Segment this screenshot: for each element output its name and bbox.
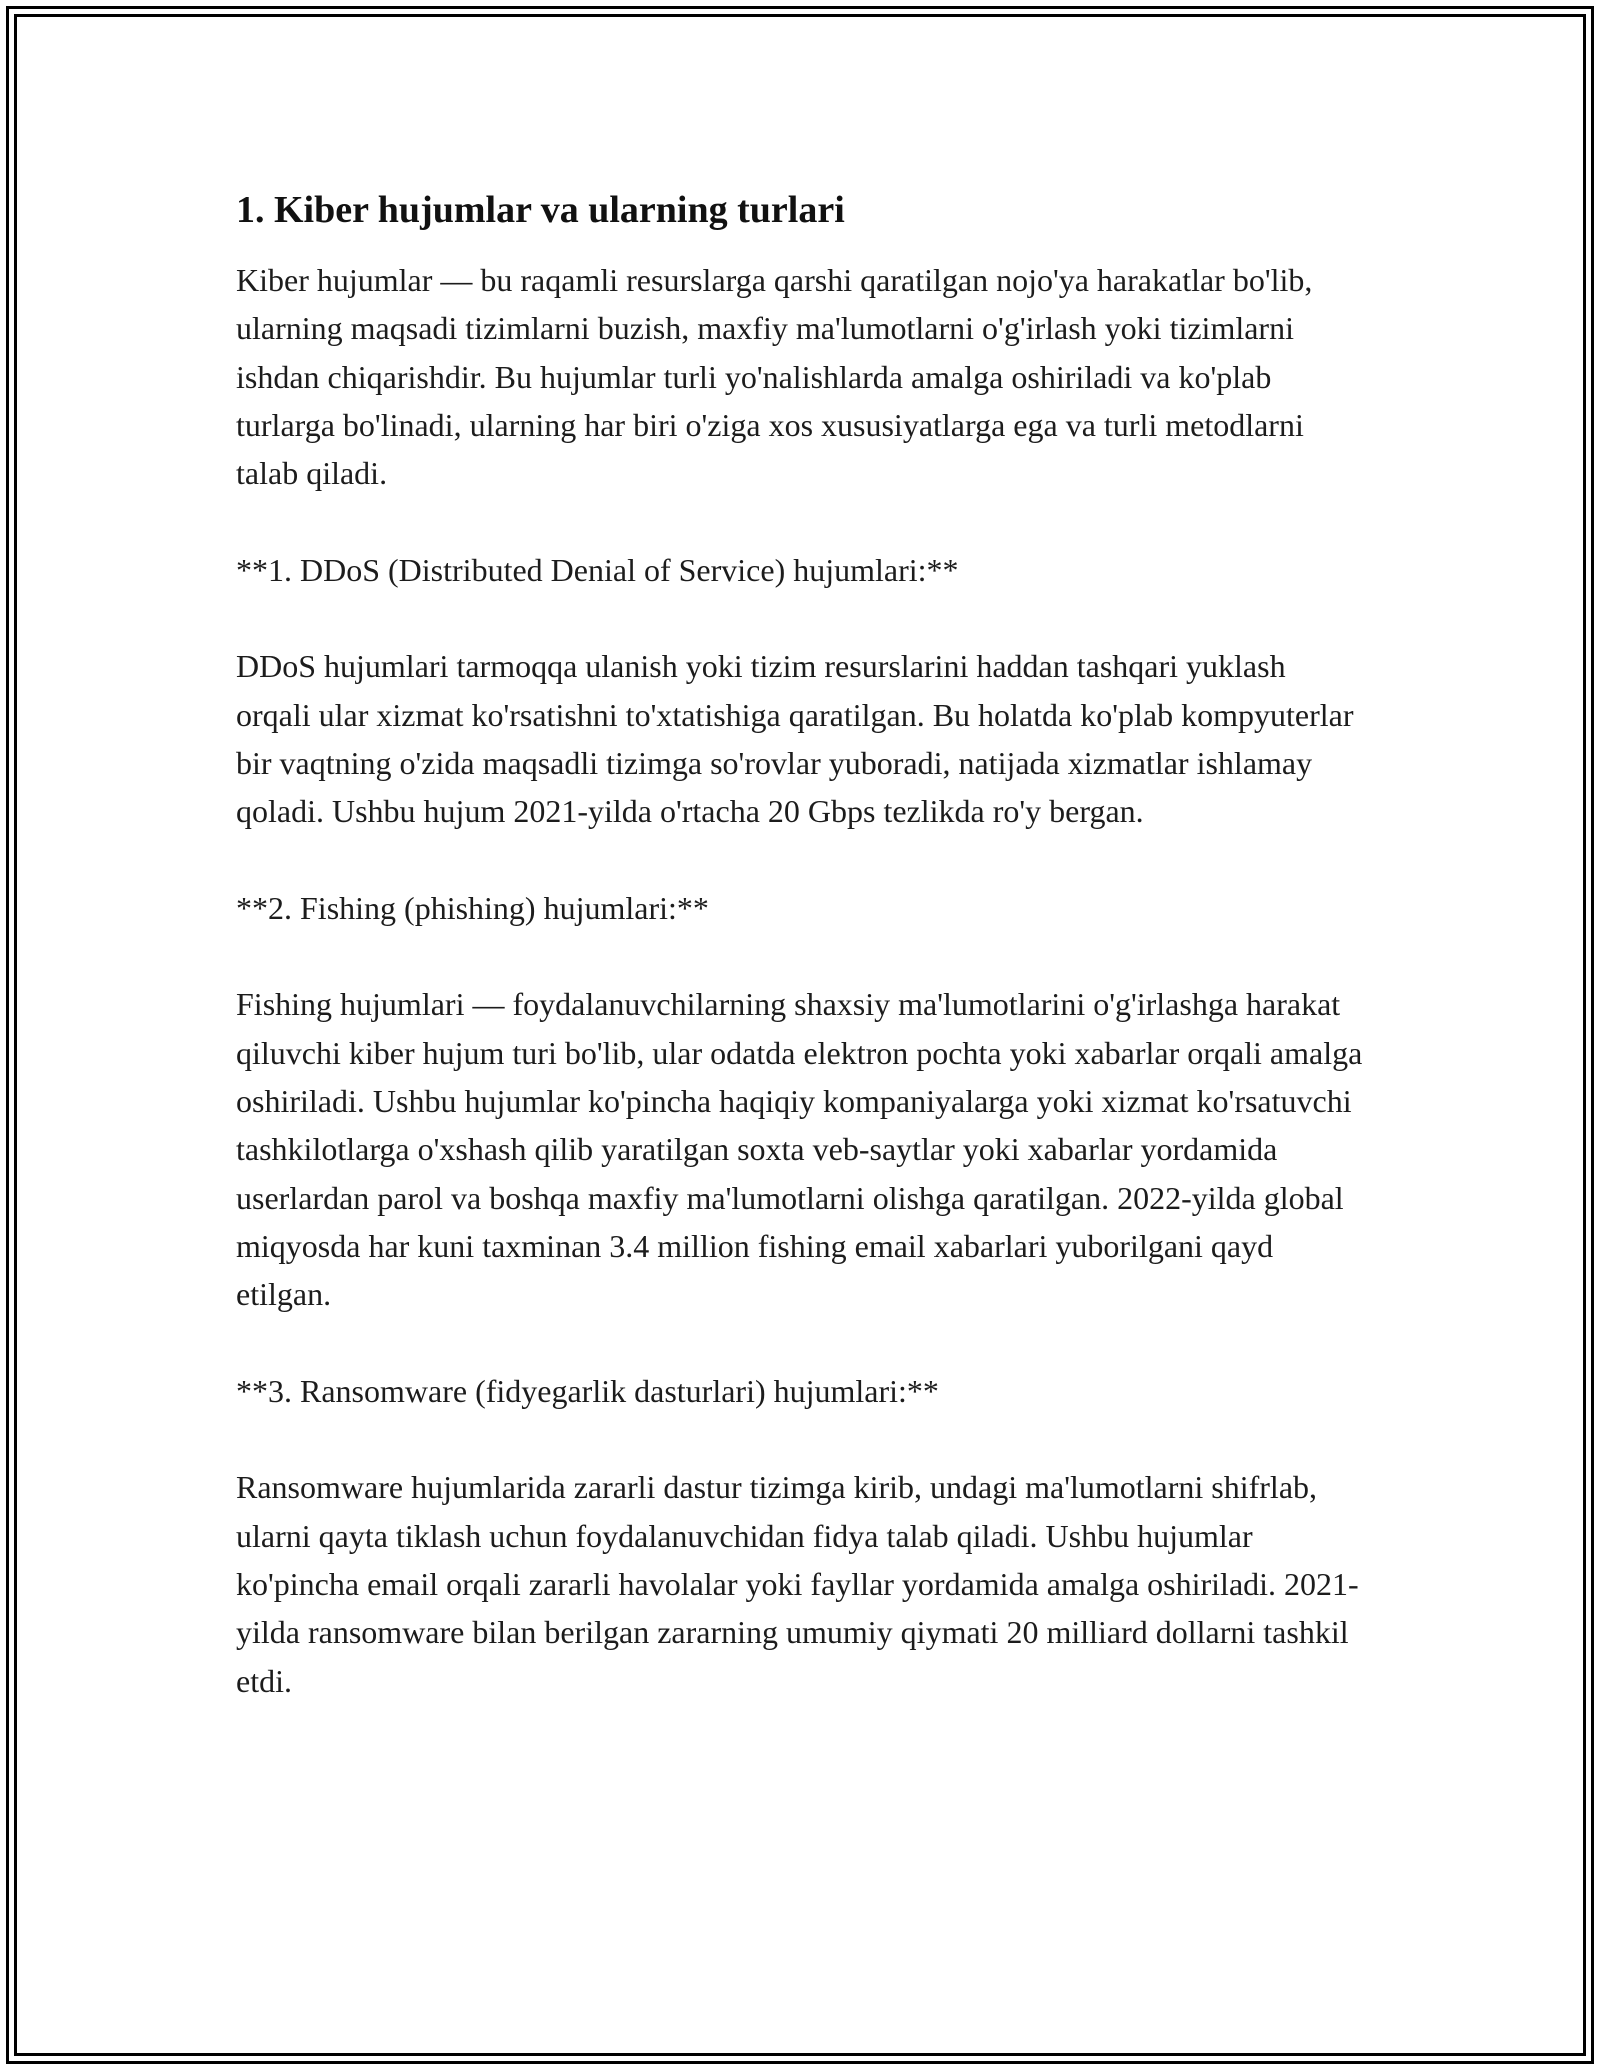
section-body-ransomware: Ransomware hujumlarida zararli dastur tizimga kirib, undagi ma'lumotlarni shifrlab, ularni qayta tiklash uchun foydalanuvchidan fidya talab qiladi. Ushbu hujumlar ko'pincha email orqali zararli havolalar yoki fayllar yordamida amalga oshiriladi. 2021-yilda ransomware bilan berilgan zararning umumiy qiymati 20 milliard dollarni tashkil etdi. (236, 1469, 1359, 1699)
document-title: 1. Kiber hujumlar va ularning turlari (236, 189, 845, 231)
section-heading-ddos: **1. DDoS (Distributed Denial of Service) hujumlari:** (236, 551, 959, 588)
section-body-ddos: DDoS hujumlari tarmoqqa ulanish yoki tizim resurslarini haddan tashqari yuklash orqali ular xizmat ko'rsatishni to'xtatishiga qaratilgan. Bu holatda ko'plab kompyuterlar bir vaqtning o'zida maqsadli tizimga so'rovlar yuboradi, natijada xizmatlar ishlamay qoladi. Ushbu hujum 2021-yilda o'rtacha 20 Gbps tezlikda ro'y bergan. (236, 648, 1354, 830)
document-body (236, 186, 1366, 1753)
section-heading-ransomware: **3. Ransomware (fidyegarlik dasturlari) hujumlari:** (236, 1372, 939, 1409)
intro-paragraph: Kiber hujumlar — bu raqamli resurslarga qarshi qaratilgan nojo'ya harakatlar bo'lib, ularning maqsadi tizimlarni buzish, maxfiy ma'lumotlarni o'g'irlash yoki tizimlarni ishdan chiqarishdir. Bu hujumlar turli yo'nalishlarda amalga oshiriladi va ko'plab turlarga bo'linadi, ularning har biri o'ziga xos xususiyatlarga ega va turli metodlarni talab qiladi. (236, 262, 1313, 492)
section-body-phishing: Fishing hujumlari — foydalanuvchilarning shaxsiy ma'lumotlarini o'g'irlashga harakat qiluvchi kiber hujum turi bo'lib, ular odatda elektron pochta yoki xabarlar orqali amalga oshiriladi. Ushbu hujumlar ko'pincha haqiqiy kompaniyalarga yoki xizmat ko'rsatuvchi tashkilotlarga o'xshash qilib yaratilgan soxta veb-saytlar yoki xabarlar yordamida userlardan parol va boshqa maxfiy ma'lumotlarni olishga qaratilgan. 2022-yilda global miqyosda har kuni taxminan 3.4 million fishing email xabarlari yuborilgani qayd etilgan. (236, 986, 1363, 1313)
section-heading-phishing: **2. Fishing (phishing) hujumlari:** (236, 889, 709, 926)
